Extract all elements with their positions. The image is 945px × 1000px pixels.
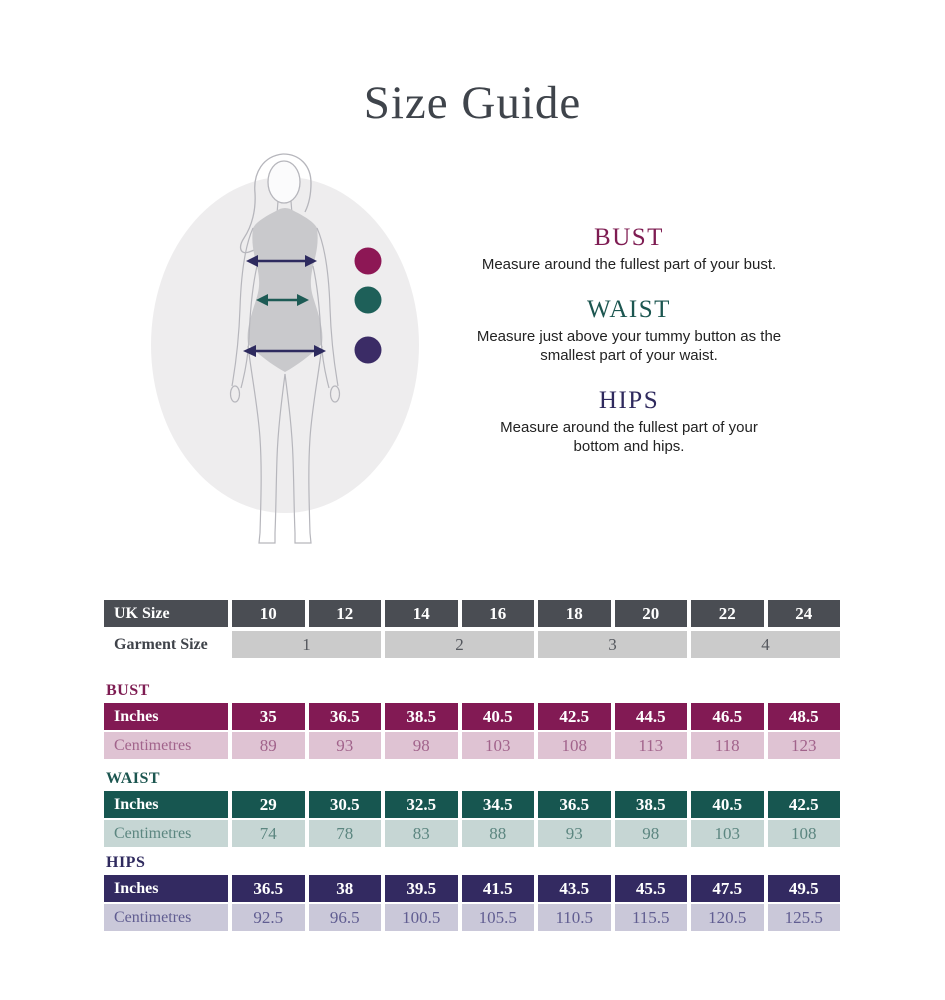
waist-inches-value: 29 bbox=[232, 791, 305, 818]
bust-cm-value: 108 bbox=[538, 732, 611, 759]
hips-cm-value: 110.5 bbox=[538, 904, 611, 931]
waist-cm-label: Centimetres bbox=[104, 820, 228, 847]
waist-cm-value: 83 bbox=[385, 820, 458, 847]
hips-cm-label: Centimetres bbox=[104, 904, 228, 931]
waist-inches-value: 34.5 bbox=[462, 791, 535, 818]
hips-inches-value: 39.5 bbox=[385, 875, 458, 902]
hips-cm-value: 120.5 bbox=[691, 904, 764, 931]
hips-dot-icon bbox=[355, 337, 382, 364]
bust-inches-value: 46.5 bbox=[691, 703, 764, 730]
bust-inches-value: 35 bbox=[232, 703, 305, 730]
figure-torso bbox=[248, 208, 323, 372]
bust-table bbox=[104, 703, 840, 759]
waist-cm-value: 78 bbox=[309, 820, 382, 847]
garment-size-value: 4 bbox=[691, 631, 840, 658]
body-measurement-illustration bbox=[148, 148, 448, 548]
hips-inches-value: 36.5 bbox=[232, 875, 305, 902]
bust-inches-label: Inches bbox=[104, 703, 228, 730]
waist-cm-value: 103 bbox=[691, 820, 764, 847]
uk-size-value: 22 bbox=[691, 600, 764, 627]
waist-heading: WAIST bbox=[587, 296, 671, 323]
bust-inches-value: 48.5 bbox=[768, 703, 841, 730]
hips-inches-value: 47.5 bbox=[691, 875, 764, 902]
hips-cm-value: 100.5 bbox=[385, 904, 458, 931]
bust-cm-value: 103 bbox=[462, 732, 535, 759]
waist-inches-value: 38.5 bbox=[615, 791, 688, 818]
hips-inches-value: 43.5 bbox=[538, 875, 611, 902]
uk-size-value: 12 bbox=[309, 600, 382, 627]
bust-inches-value: 38.5 bbox=[385, 703, 458, 730]
figure-feet bbox=[259, 533, 311, 543]
bust-dot-icon bbox=[355, 248, 382, 275]
uk-size-table bbox=[104, 600, 840, 658]
bust-cm-value: 123 bbox=[768, 732, 841, 759]
waist-inches-value: 36.5 bbox=[538, 791, 611, 818]
uk-size-value: 16 bbox=[462, 600, 535, 627]
hips-inches-label: Inches bbox=[104, 875, 228, 902]
waist-cm-value: 108 bbox=[768, 820, 841, 847]
bust-cm-label: Centimetres bbox=[104, 732, 228, 759]
bust-info-block bbox=[440, 224, 818, 274]
bust-cm-value: 113 bbox=[615, 732, 688, 759]
bust-cm-value: 118 bbox=[691, 732, 764, 759]
uk-size-value: 14 bbox=[385, 600, 458, 627]
garment-size-value: 1 bbox=[232, 631, 381, 658]
hips-inches-value: 38 bbox=[309, 875, 382, 902]
waist-inches-value: 32.5 bbox=[385, 791, 458, 818]
hips-cm-value: 92.5 bbox=[232, 904, 305, 931]
garment-size-value: 3 bbox=[538, 631, 687, 658]
uk-size-value: 24 bbox=[768, 600, 841, 627]
bust-heading: BUST bbox=[594, 224, 664, 251]
bust-inches-value: 44.5 bbox=[615, 703, 688, 730]
hips-inches-value: 45.5 bbox=[615, 875, 688, 902]
uk-size-label: UK Size bbox=[104, 600, 228, 627]
size-tables bbox=[104, 600, 840, 931]
measurement-info-column bbox=[440, 224, 818, 478]
waist-cm-value: 93 bbox=[538, 820, 611, 847]
hips-cm-value: 96.5 bbox=[309, 904, 382, 931]
waist-cm-value: 74 bbox=[232, 820, 305, 847]
uk-size-value: 18 bbox=[538, 600, 611, 627]
waist-info-block bbox=[440, 296, 818, 365]
waist-table-label: WAIST bbox=[106, 770, 161, 787]
waist-description: Measure just above your tummy button as the smallest part of your waist. bbox=[476, 328, 782, 364]
hips-description: Measure around the fullest part of your bottom and hips. bbox=[500, 419, 758, 455]
waist-inches-value: 30.5 bbox=[309, 791, 382, 818]
waist-cm-value: 88 bbox=[462, 820, 535, 847]
bust-cm-value: 89 bbox=[232, 732, 305, 759]
hips-table bbox=[104, 875, 840, 931]
waist-inches-value: 40.5 bbox=[691, 791, 764, 818]
waist-dot-icon bbox=[355, 287, 382, 314]
page-title: Size Guide bbox=[363, 77, 582, 129]
hips-heading: HIPS bbox=[598, 387, 660, 414]
bust-inches-value: 42.5 bbox=[538, 703, 611, 730]
uk-size-value: 20 bbox=[615, 600, 688, 627]
hips-info-block bbox=[440, 387, 818, 456]
waist-table bbox=[104, 791, 840, 847]
bust-cm-value: 98 bbox=[385, 732, 458, 759]
garment-size-label: Garment Size bbox=[114, 635, 208, 653]
figure-head bbox=[268, 161, 300, 203]
bust-inches-value: 36.5 bbox=[309, 703, 382, 730]
hips-cm-value: 105.5 bbox=[462, 904, 535, 931]
hips-table-label: HIPS bbox=[106, 854, 146, 871]
garment-size-value: 2 bbox=[385, 631, 534, 658]
bust-description: Measure around the fullest part of your bust. bbox=[481, 256, 777, 273]
waist-cm-value: 98 bbox=[615, 820, 688, 847]
bust-cm-value: 93 bbox=[309, 732, 382, 759]
uk-size-value: 10 bbox=[232, 600, 305, 627]
hips-inches-value: 41.5 bbox=[462, 875, 535, 902]
hips-inches-value: 49.5 bbox=[768, 875, 841, 902]
hips-cm-value: 115.5 bbox=[615, 904, 688, 931]
bust-table-label: BUST bbox=[106, 682, 150, 699]
waist-inches-label: Inches bbox=[104, 791, 228, 818]
hips-cm-value: 125.5 bbox=[768, 904, 841, 931]
bust-inches-value: 40.5 bbox=[462, 703, 535, 730]
waist-inches-value: 42.5 bbox=[768, 791, 841, 818]
